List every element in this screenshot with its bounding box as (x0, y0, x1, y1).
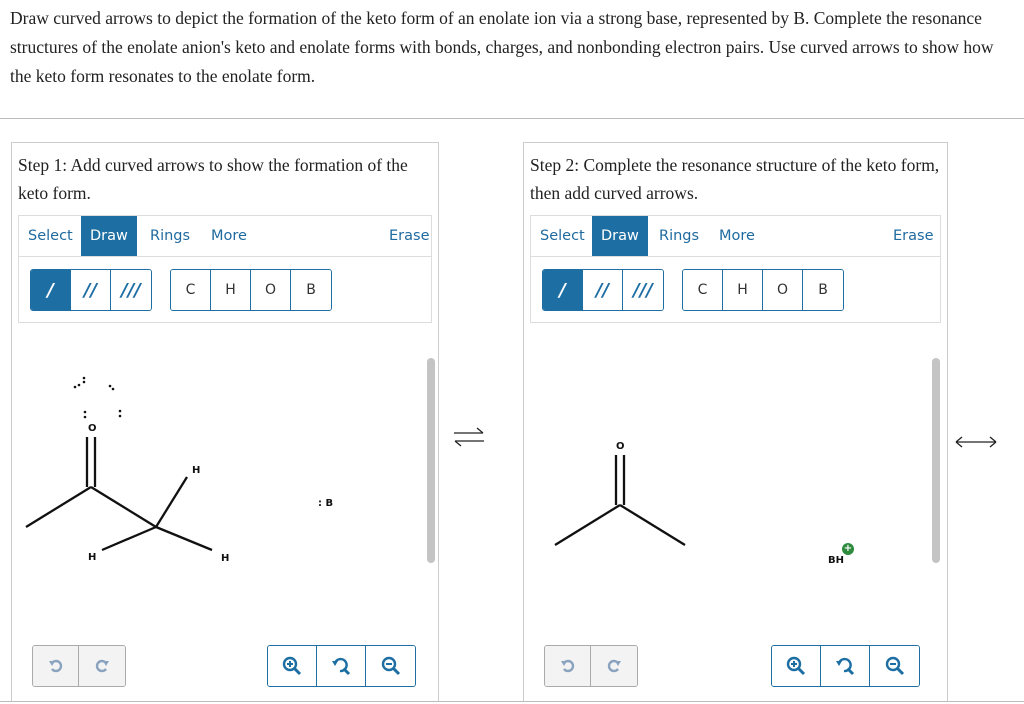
tab-draw[interactable]: Draw (81, 216, 137, 256)
tab-select[interactable]: Select (540, 228, 585, 244)
tab-more[interactable]: More (211, 228, 247, 244)
question-prompt: Draw curved arrows to depict the formation of the keto form of an enolate ion via a strong base, represented by B. Complete the resonance structures of the enolate anion's keto and enolate forms with bonds, charges, and nonbonding electron pairs. Use curved arrows to show how the keto form resonates to the enolate form. (10, 8, 994, 86)
oxygen-atom[interactable]: O (88, 423, 97, 434)
draw-tools (530, 257, 941, 323)
divider (0, 118, 1024, 119)
base-lone-pair[interactable]: : B (318, 498, 334, 509)
undo-icon[interactable] (33, 646, 79, 686)
step1-instruction: Step 1: Add curved arrows to show the formation of the keto form. (18, 155, 408, 203)
history-tools (32, 645, 126, 687)
step2-panel (523, 142, 948, 701)
scrollbar[interactable] (932, 358, 940, 563)
tab-select[interactable]: Select (28, 228, 73, 244)
zoom-in-icon[interactable] (268, 646, 317, 686)
single-bond-icon[interactable]: / (31, 270, 71, 310)
step2-instruction: Step 2: Complete the resonance structure of the keto form, then add curved arrows. (530, 155, 940, 203)
hydrogen-atom[interactable]: H (221, 553, 230, 564)
zoom-tools (267, 645, 416, 687)
double-bond-icon[interactable]: // (583, 270, 623, 310)
divider (0, 701, 1024, 702)
atom-h-button[interactable]: H (211, 270, 251, 310)
atom-b-button[interactable]: B (803, 270, 843, 310)
atom-c-button[interactable]: C (683, 270, 723, 310)
single-bond-icon[interactable]: / (543, 270, 583, 310)
toolbar-tabs (18, 215, 432, 257)
equilibrium-arrow-icon (452, 426, 486, 453)
resonance-arrow-icon (954, 434, 998, 455)
tab-draw[interactable]: Draw (592, 216, 648, 256)
drawing-canvas[interactable] (18, 323, 432, 701)
hydrogen-atom[interactable]: H (88, 552, 97, 563)
step1-panel (11, 142, 439, 701)
atom-tools (170, 269, 332, 311)
atom-b-button[interactable]: B (291, 270, 331, 310)
enolate-molecule[interactable] (18, 323, 418, 623)
tab-erase[interactable]: Erase (893, 228, 934, 244)
reset-zoom-icon[interactable] (821, 646, 870, 686)
protonated-base[interactable]: BH (828, 555, 844, 566)
hydrogen-atom[interactable]: H (192, 465, 201, 476)
zoom-tools (771, 645, 920, 687)
oxygen-atom[interactable]: O (616, 441, 625, 452)
bond-tools (30, 269, 152, 311)
atom-o-button[interactable]: O (251, 270, 291, 310)
atom-tools (682, 269, 844, 311)
zoom-out-icon[interactable] (870, 646, 919, 686)
atom-h-button[interactable]: H (723, 270, 763, 310)
scrollbar[interactable] (427, 358, 435, 563)
triple-bond-icon[interactable]: /// (623, 270, 663, 310)
keto-molecule[interactable] (530, 323, 930, 623)
zoom-in-icon[interactable] (772, 646, 821, 686)
history-tools (544, 645, 638, 687)
bond-tools (542, 269, 664, 311)
redo-icon[interactable] (591, 646, 637, 686)
atom-o-button[interactable]: O (763, 270, 803, 310)
tab-erase[interactable]: Erase (389, 228, 430, 244)
atom-c-button[interactable]: C (171, 270, 211, 310)
redo-icon[interactable] (79, 646, 125, 686)
reset-zoom-icon[interactable] (317, 646, 366, 686)
tab-more[interactable]: More (719, 228, 755, 244)
triple-bond-icon[interactable]: /// (111, 270, 151, 310)
draw-tools (18, 257, 432, 323)
toolbar-tabs (530, 215, 941, 257)
double-bond-icon[interactable]: // (71, 270, 111, 310)
tab-rings[interactable]: Rings (659, 228, 700, 244)
undo-icon[interactable] (545, 646, 591, 686)
positive-charge-badge: + (843, 543, 853, 554)
drawing-canvas[interactable] (530, 323, 941, 701)
zoom-out-icon[interactable] (366, 646, 415, 686)
tab-rings[interactable]: Rings (150, 228, 191, 244)
